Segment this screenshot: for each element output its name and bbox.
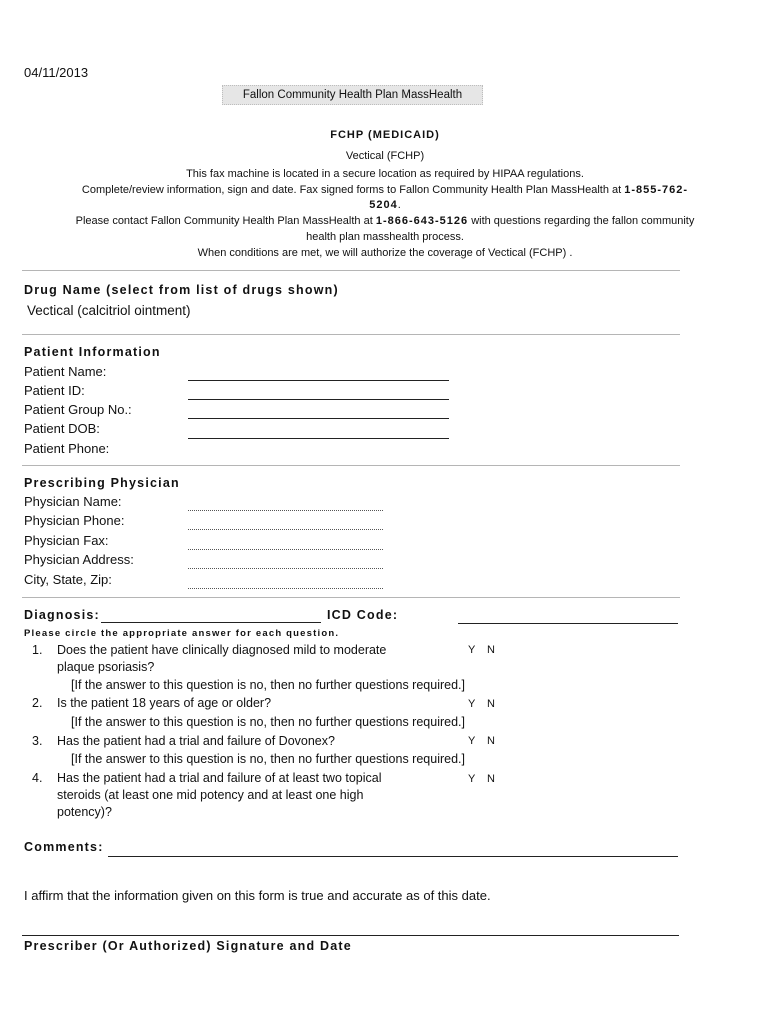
- form-title: FCHP (MEDICAID): [330, 129, 440, 141]
- patient-id-label: Patient ID:: [24, 383, 85, 398]
- patient-group-label: Patient Group No.:: [24, 402, 132, 417]
- physician-fax-field[interactable]: [188, 549, 383, 550]
- question-3-text-line-1: Has the patient had a trial and failure of Dovonex?: [57, 734, 335, 748]
- contact-text-a: Please contact Fallon Community Health Plan MassHealth at: [75, 215, 373, 227]
- question-4-text-line-1: Has the patient had a trial and failure of at least two topical: [57, 771, 382, 785]
- question-2-yes[interactable]: Y: [468, 698, 476, 710]
- divider: [22, 465, 680, 466]
- fax-number-line: 5204.: [369, 199, 401, 211]
- patient-heading: Patient Information: [24, 345, 161, 359]
- question-4-number: 4.: [32, 771, 43, 785]
- physician-phone-field[interactable]: [188, 529, 383, 530]
- drug-value: Vectical (calcitriol ointment): [27, 303, 191, 318]
- comments-label: Comments:: [24, 840, 104, 854]
- plan-name-box: Fallon Community Health Plan MassHealth: [222, 85, 483, 105]
- question-3-note: [If the answer to this question is no, then no further questions required.]: [71, 752, 465, 766]
- form-date: 04/11/2013: [24, 65, 89, 80]
- contact-phone: 1-866-643-5126: [375, 215, 469, 227]
- question-3-number: 3.: [32, 734, 43, 748]
- contact-line: [20, 215, 750, 227]
- diagnosis-field[interactable]: [101, 622, 321, 623]
- form-subtitle: Vectical (FCHP): [345, 150, 425, 162]
- question-4-no[interactable]: N: [487, 773, 495, 785]
- physician-fax-label: Physician Fax:: [24, 533, 109, 548]
- icd-code-label: ICD Code:: [327, 608, 399, 622]
- icd-code-field[interactable]: [458, 623, 678, 624]
- question-1-text-line-1: Does the patient have clinically diagnosed mild to moderate: [57, 643, 387, 657]
- physician-name-field[interactable]: [188, 510, 383, 511]
- physician-address-label: Physician Address:: [24, 552, 134, 567]
- fax-instructions-text: Complete/review information, sign and date. Fax signed forms to Fallon Community Health Plan MassHealth at: [81, 184, 622, 196]
- diagnosis-label: Diagnosis:: [24, 608, 100, 622]
- circle-instruction: Please circle the appropriate answer for each question.: [24, 628, 340, 639]
- question-2-text-line-1: Is the patient 18 years of age or older?: [57, 696, 272, 710]
- physician-heading: Prescribing Physician: [24, 476, 180, 490]
- signature-field[interactable]: [22, 935, 679, 936]
- question-1-no[interactable]: N: [487, 644, 495, 656]
- question-2-note: [If the answer to this question is no, then no further questions required.]: [71, 715, 465, 729]
- patient-id-field[interactable]: [188, 399, 449, 400]
- physician-name-label: Physician Name:: [24, 494, 122, 509]
- patient-dob-field[interactable]: [188, 438, 449, 439]
- physician-city-field[interactable]: [188, 588, 383, 589]
- signature-label: Prescriber (Or Authorized) Signature and Date: [24, 939, 352, 953]
- divider: [22, 334, 680, 335]
- divider: [22, 597, 680, 598]
- physician-address-field[interactable]: [188, 568, 383, 569]
- question-4-text-line-2: steroids (at least one mid potency and at least one high: [57, 788, 364, 802]
- question-1-text-line-2: plaque psoriasis?: [57, 660, 155, 674]
- patient-name-label: Patient Name:: [24, 364, 107, 379]
- question-1-number: 1.: [32, 643, 43, 657]
- question-3-no[interactable]: N: [487, 735, 495, 747]
- fax-number-part-a: 1-855-762-: [624, 184, 689, 196]
- drug-heading: Drug Name (select from list of drugs shown): [24, 283, 339, 297]
- authorize-text: When conditions are met, we will authorize the coverage of Vectical (FCHP) .: [197, 247, 573, 259]
- question-2-number: 2.: [32, 696, 43, 710]
- affirmation-text: I affirm that the information given on this form is true and accurate as of this date.: [24, 888, 491, 903]
- question-2-no[interactable]: N: [487, 698, 495, 710]
- question-4-text-line-3: potency)?: [57, 805, 112, 819]
- comments-field[interactable]: [108, 856, 678, 857]
- physician-phone-label: Physician Phone:: [24, 513, 125, 528]
- patient-name-field[interactable]: [188, 380, 449, 381]
- patient-phone-label: Patient Phone:: [24, 441, 110, 456]
- divider: [22, 270, 680, 271]
- physician-city-label: City, State, Zip:: [24, 572, 112, 587]
- contact-text-c: health plan masshealth process.: [306, 231, 464, 243]
- contact-text-b: with questions regarding the fallon community: [471, 215, 695, 227]
- question-4-yes[interactable]: Y: [468, 773, 476, 785]
- question-1-note: [If the answer to this question is no, then no further questions required.]: [71, 678, 465, 692]
- fax-notice: This fax machine is located in a secure location as required by HIPAA regulations.: [186, 168, 584, 180]
- question-3-yes[interactable]: Y: [468, 735, 476, 747]
- fax-instructions: [20, 184, 750, 196]
- patient-group-field[interactable]: [188, 418, 449, 419]
- question-1-yes[interactable]: Y: [468, 644, 476, 656]
- fax-number-part-b: 5204: [369, 199, 398, 211]
- patient-dob-label: Patient DOB:: [24, 421, 100, 436]
